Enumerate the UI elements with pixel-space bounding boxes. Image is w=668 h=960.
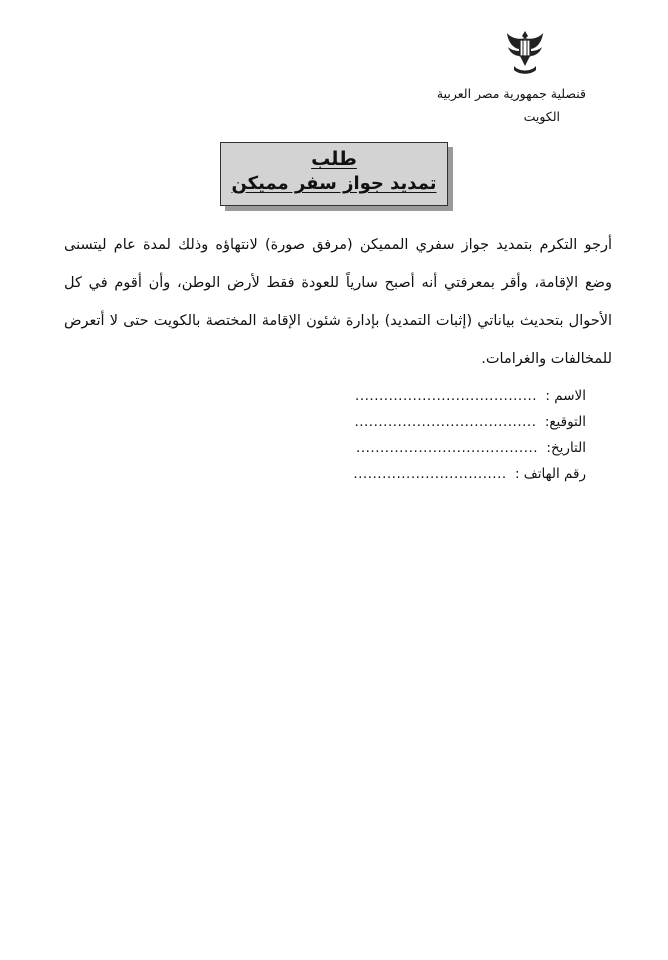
name-label: الاسم : bbox=[545, 388, 586, 404]
title-box bbox=[220, 142, 448, 206]
phone-blank: ................................ bbox=[353, 466, 507, 482]
signature-field bbox=[353, 409, 586, 435]
name-field bbox=[353, 383, 586, 409]
request-title: طلب bbox=[311, 148, 357, 170]
request-body-paragraph: أرجو التكرم بتمديد جواز سفري المميكن (مرفق صورة) لانتهاؤه وذلك لمدة عام ليتسنى وضع الإقامة، وأقر بمعرفتي أنه أصبح سارياً للعودة فقط لأرض الوطن، وأن أقوم في كل الأحوال بتحديث بياناتي (إثبات التمديد) بإدارة شئون الإقامة المختصة بالكويت حتى لا أتعرض للمخالفات والغرامات. bbox=[64, 237, 612, 367]
phone-field bbox=[353, 461, 586, 487]
phone-label: رقم الهاتف : bbox=[514, 466, 586, 482]
date-field bbox=[353, 435, 586, 461]
signature-blank: ...................................... bbox=[354, 414, 537, 430]
consulate-city: الكويت bbox=[523, 109, 560, 124]
name-blank: ...................................... bbox=[355, 388, 538, 404]
consulate-name: قنصلية جمهورية مصر العربية bbox=[436, 86, 586, 101]
date-label: التاريخ: bbox=[546, 440, 586, 456]
eagle-emblem-icon bbox=[505, 28, 545, 76]
request-subject: تمديد جواز سفر مميكن bbox=[231, 173, 437, 194]
date-blank: ...................................... bbox=[356, 440, 539, 456]
form-fields bbox=[353, 383, 586, 487]
signature-label: التوقيع: bbox=[544, 414, 586, 430]
